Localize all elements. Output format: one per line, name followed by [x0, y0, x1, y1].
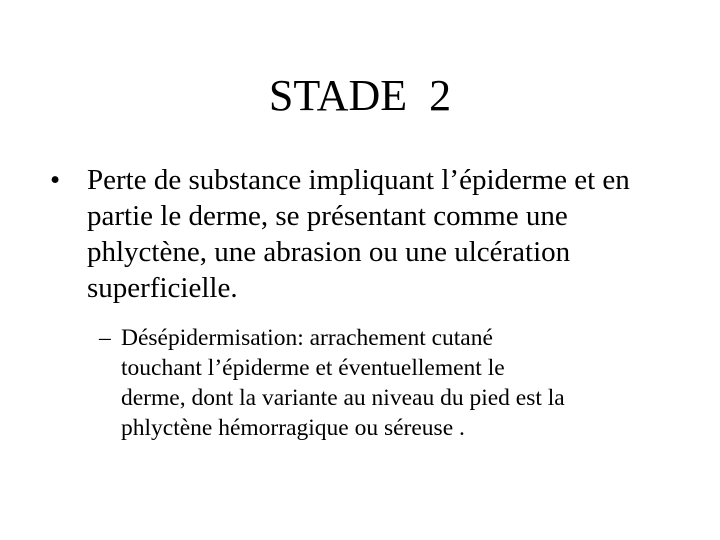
bullet-marker: • [50, 164, 61, 196]
sub-bullet-marker: – [99, 325, 111, 351]
sub-bullet-text: Désépidermisation: arrachement cutané touchant l’épiderme et éventuellement le derme, dont la variante au niveau du pied est la phlyctène hémorragique ou séreuse . [121, 325, 565, 441]
bullet-item [50, 162, 690, 306]
sub-bullet-item [99, 323, 699, 443]
bullet-text: Perte de substance impliquant l’épiderme et en partie le derme, se présentant comme une phlyctène, une abrasion ou une ulcération superficielle. [87, 164, 630, 304]
slide-title: STADE 2 [268, 71, 452, 120]
